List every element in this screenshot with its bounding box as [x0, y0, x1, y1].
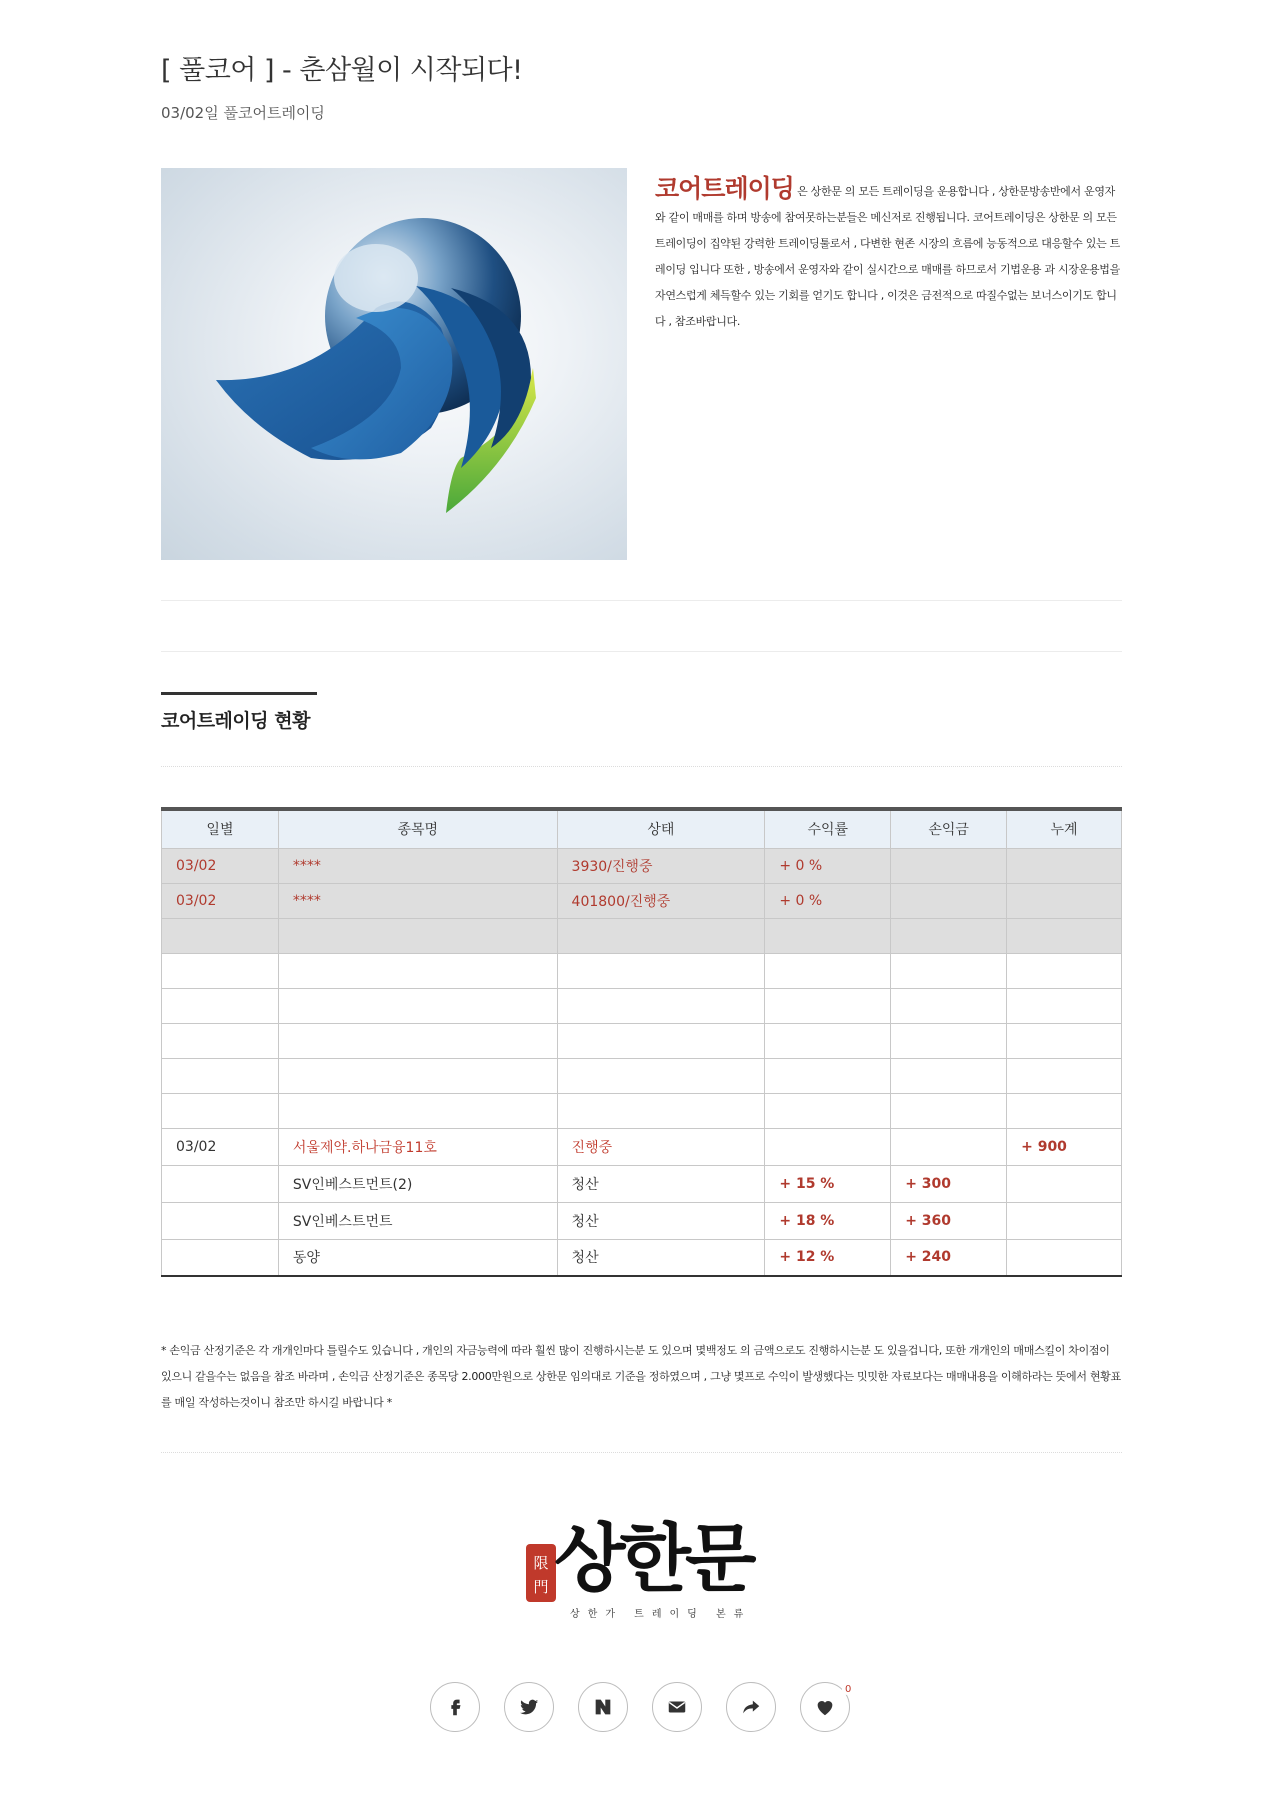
table-row: [162, 1128, 1122, 1165]
cell-stock: ****: [278, 848, 557, 883]
cell-status: 3930/진행중: [557, 848, 765, 883]
cell-status: 청산: [557, 1202, 765, 1239]
cell-return: + 15 %: [765, 1165, 891, 1202]
cell-date: [162, 1165, 279, 1202]
section-title-bar: [161, 692, 317, 695]
core-trading-logo-image: [161, 168, 627, 560]
table-row: [162, 1165, 1122, 1202]
table-row-empty: [162, 1093, 1122, 1128]
mail-icon: [666, 1696, 688, 1718]
disclaimer-note: * 손익금 산정기준은 각 개개인마다 틀릴수도 있습니다 , 개인의 자금능력에 따라 훨씬 많이 진행하시는분 도 있으며 몇백정도 의 금액으로도 진행하시는분 도 있을겁니다, 또한 개개인의 매매스킬이 차이점이 있으니 같을수는 없음을 참조 바라며 , 손익금 산정기준은 종목당 2.000만원으로 상한문 임의대로 기준을 정하였으며 , 그냥 몇프로 수익이 발생했다는 밋밋한 자료보다는 매매내용을 이해하라는 뜻에서 현황표를 매일 작성하는것이니 참조만 하시길 바랍니다 *: [161, 1344, 1121, 1409]
table-row: [162, 848, 1122, 883]
table-row-empty: [162, 953, 1122, 988]
cell-total: [1007, 848, 1122, 883]
cell-return: + 0 %: [765, 883, 891, 918]
cell-profit: + 240: [891, 1239, 1007, 1276]
cell-total: [1007, 883, 1122, 918]
post-subtitle: 03/02일 풀코어트레이딩: [161, 104, 325, 122]
header-stock: 종목명: [278, 809, 557, 848]
heart-icon: [814, 1696, 836, 1718]
cell-return: + 18 %: [765, 1202, 891, 1239]
facebook-share-button[interactable]: [430, 1682, 480, 1732]
table-row-empty: [162, 918, 1122, 953]
header-status: 상태: [557, 809, 765, 848]
logo-subtitle: 상한가 트레이딩 본류: [570, 1609, 752, 1620]
cell-profit: [891, 883, 1007, 918]
mail-share-button[interactable]: [652, 1682, 702, 1732]
seal-char-2: 門: [533, 1578, 549, 1596]
naver-share-button[interactable]: [578, 1682, 628, 1732]
intro-brand: 코어트레이딩: [655, 174, 794, 203]
cell-total: [1007, 1239, 1122, 1276]
cell-date: [162, 1239, 279, 1276]
sanghanmun-logo: [526, 1496, 766, 1626]
cell-profit: [891, 848, 1007, 883]
cell-date: 03/02: [162, 883, 279, 918]
facebook-icon: [444, 1696, 466, 1718]
table-row-empty: [162, 1023, 1122, 1058]
intro-text: [655, 176, 1120, 335]
table-row: [162, 883, 1122, 918]
cell-stock: SV인베스트먼트(2): [278, 1165, 557, 1202]
cell-date: 03/02: [162, 1128, 279, 1165]
header-return: 수익률: [765, 809, 891, 848]
table-row: [162, 1239, 1122, 1276]
cell-stock: SV인베스트먼트: [278, 1202, 557, 1239]
logo-wordmark: 상한문: [554, 1516, 751, 1602]
cell-profit: + 360: [891, 1202, 1007, 1239]
cell-stock: ****: [278, 883, 557, 918]
table-row-empty: [162, 988, 1122, 1023]
cell-total: [1007, 1165, 1122, 1202]
cell-total: + 900: [1007, 1128, 1122, 1165]
cell-stock: 동양: [278, 1239, 557, 1276]
cell-profit: [891, 1128, 1007, 1165]
cell-profit: + 300: [891, 1165, 1007, 1202]
intro-body: 은 상한문 의 모든 트레이딩을 운용합니다 , 상한문방송반에서 운영자와 같이 매매를 하며 방송에 참여못하는분들은 메신저로 진행됩니다. 코어트레이딩은 상한문 의 모든 트레이딩이 집약된 강력한 트레이딩툴로서 , 다변한 현존 시장의 흐름에 능동적으로 대응할수 있는 트레이딩 입니다 또한 , 방송에서 운영자와 같이 실시간으로 매매를 하므로서 기법운용 과 시장운용법을 자연스럽게 체득할수 있는 기회를 얻기도 합니다 , 이것은 금전적으로 따질수없는 보너스이기도 합니다 , 참조바랍니다.: [655, 185, 1120, 328]
cell-status: 401800/진행중: [557, 883, 765, 918]
twitter-share-button[interactable]: [504, 1682, 554, 1732]
header-profit: 손익금: [891, 809, 1007, 848]
table-header-row: [162, 809, 1122, 848]
cell-status: 청산: [557, 1239, 765, 1276]
divider: [161, 651, 1122, 652]
cell-return: [765, 1128, 891, 1165]
divider: [161, 600, 1122, 601]
divider: [161, 1452, 1122, 1453]
trading-status-table: [161, 807, 1122, 1277]
cell-status: 진행중: [557, 1128, 765, 1165]
cell-status: 청산: [557, 1165, 765, 1202]
seal-char-1: 限: [533, 1554, 549, 1572]
table-row-empty: [162, 1058, 1122, 1093]
cell-stock: 서울제약.하나금융11호: [278, 1128, 557, 1165]
table-row: [162, 1202, 1122, 1239]
cell-date: [162, 1202, 279, 1239]
cell-return: + 0 %: [765, 848, 891, 883]
share-button[interactable]: [726, 1682, 776, 1732]
divider: [161, 766, 1122, 767]
cell-total: [1007, 1202, 1122, 1239]
cell-return: + 12 %: [765, 1239, 891, 1276]
share-icon: [740, 1696, 762, 1718]
twitter-icon: [518, 1696, 540, 1718]
section-title: 코어트레이딩 현황: [161, 710, 310, 732]
header-total: 누계: [1007, 809, 1122, 848]
header-date: 일별: [162, 809, 279, 848]
post-title: [ 풀코어 ] - 춘삼월이 시작되다!: [161, 55, 523, 86]
cell-date: 03/02: [162, 848, 279, 883]
naver-icon: [592, 1696, 614, 1718]
like-count: 0: [842, 1684, 854, 1695]
